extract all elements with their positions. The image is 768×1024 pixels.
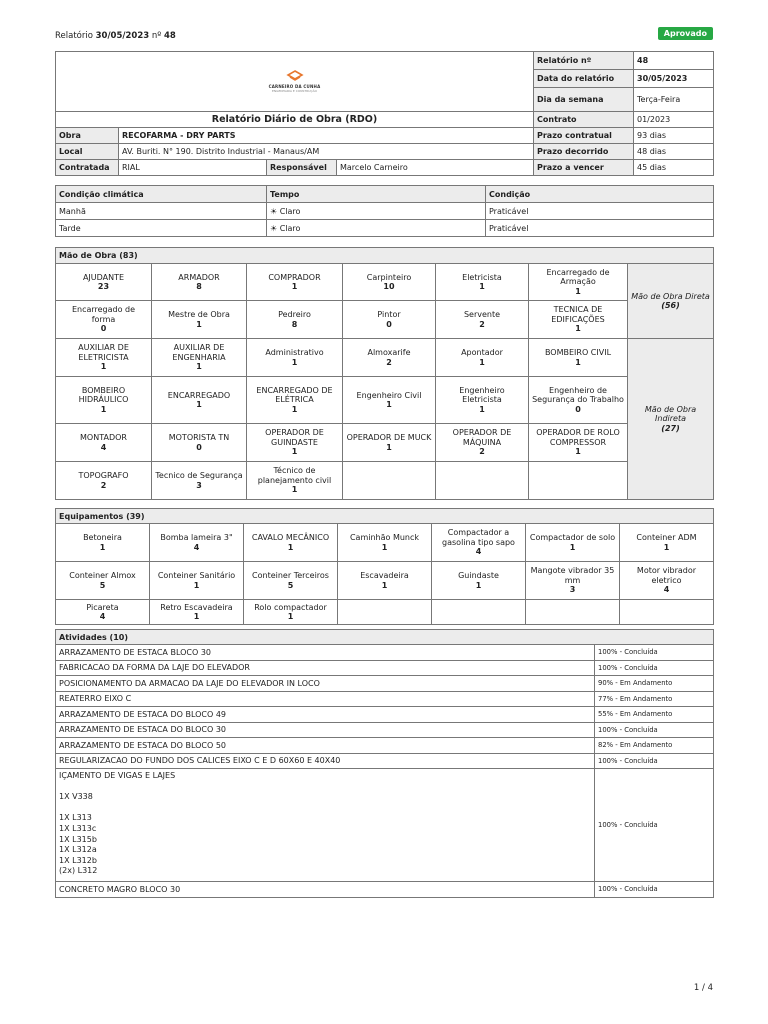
activity-row xyxy=(56,660,714,676)
labor-cell xyxy=(529,462,628,500)
equipment-name: Motor vibrador eletrico xyxy=(636,566,697,585)
labor-count: 23 xyxy=(97,282,110,291)
contract-value: 01/2023 xyxy=(634,112,714,128)
equipment-name: Retro Escavadeira xyxy=(160,602,233,612)
labor-cell xyxy=(436,462,529,500)
decorrido-label: Prazo decorrido xyxy=(534,144,634,160)
activity-line: 1X L313c xyxy=(59,823,97,833)
labor-count: 8 xyxy=(196,282,202,291)
equipment-cell xyxy=(56,600,150,625)
equipment-count: 1 xyxy=(569,542,576,552)
activity-name: FABRICACAO DA FORMA DA LAJE DO ELEVADOR xyxy=(56,660,595,676)
labor-role: ENCARREGADO xyxy=(167,390,231,400)
equipment-cell xyxy=(150,562,244,600)
labor-role: Almoxarife xyxy=(367,348,411,357)
labor-table xyxy=(55,247,714,500)
activity-status: 100% - Concluída xyxy=(595,645,714,661)
activity-line: 1X L315b xyxy=(59,834,97,844)
labor-role: OPERADOR DE ROLO COMPRESSOR xyxy=(536,428,620,447)
equipment-cell xyxy=(526,600,620,625)
labor-count: 0 xyxy=(196,442,202,452)
labor-role: COMPRADOR xyxy=(268,272,321,282)
labor-cell xyxy=(152,339,247,377)
weather-period: Tarde xyxy=(56,220,267,237)
labor-indirect-label: Mão de Obra Indireta xyxy=(644,404,697,424)
labor-role: Eletricista xyxy=(462,272,502,282)
equipment-count: 1 xyxy=(381,542,388,552)
activity-line xyxy=(59,782,591,793)
labor-role: Pedreiro xyxy=(278,310,311,319)
equipment-cell xyxy=(432,600,526,625)
activity-status: 100% - Concluída xyxy=(595,722,714,738)
labor-role: BOMBEIRO CIVIL xyxy=(544,348,612,357)
header-table xyxy=(55,51,714,176)
report-reference: Relatório 30/05/2023 nº 48 xyxy=(55,31,176,41)
equipment-cell xyxy=(526,562,620,600)
labor-role: MOTORISTA TN xyxy=(168,433,230,442)
labor-cell xyxy=(529,424,628,462)
labor-role: Engenheiro de Segurança do Trabalho xyxy=(532,385,624,405)
equipment-cell xyxy=(338,600,432,625)
prazo-label: Prazo contratual xyxy=(534,128,634,144)
labor-count: 1 xyxy=(386,442,392,452)
labor-count: 1 xyxy=(575,324,581,334)
labor-count: 1 xyxy=(386,400,392,409)
equipment-count: 1 xyxy=(287,542,294,552)
decorrido-value: 48 dias xyxy=(634,144,714,160)
activity-status: 100% - Concluída xyxy=(595,769,714,882)
activity-line: (2x) L312 xyxy=(59,866,98,876)
equipment-cell xyxy=(56,524,150,562)
equipment-cell xyxy=(620,562,714,600)
logo-mark-icon xyxy=(286,70,304,84)
labor-role: Administrativo xyxy=(265,348,324,357)
labor-count: 2 xyxy=(386,357,392,367)
activity-line: IÇAMENTO DE VIGAS E LAJES xyxy=(59,771,176,780)
activity-name: POSICIONAMENTO DA ARMACAO DA LAJE DO ELEVADOR IN LOCO xyxy=(56,676,595,692)
obra-value: RECOFARMA - DRY PARTS xyxy=(119,128,534,144)
labor-cell xyxy=(529,339,628,377)
weather-header-condition: Condição climática xyxy=(56,186,267,203)
equipment-name: Caminhão Munck xyxy=(349,533,420,542)
contract-label: Contrato xyxy=(534,112,634,128)
labor-cell xyxy=(529,377,628,424)
activity-line xyxy=(59,803,591,814)
labor-role: TECNICA DE EDIFICAÇÕES xyxy=(551,305,605,324)
activity-name: ARRAZAMENTO DE ESTACA DO BLOCO 30 xyxy=(56,722,595,738)
labor-count: 1 xyxy=(575,447,581,457)
labor-count: 2 xyxy=(479,319,485,329)
activity-name: ARRAZAMENTO DE ESTACA BLOCO 30 xyxy=(56,645,595,661)
labor-count: 1 xyxy=(291,447,298,457)
labor-cell xyxy=(343,462,436,500)
activity-name: REGULARIZACAO DO FUNDO DOS CALICES EIXO C E D 60X60 E 40X40 xyxy=(56,753,595,769)
labor-count: 1 xyxy=(479,404,485,414)
prazo-value: 93 dias xyxy=(634,128,714,144)
equipment-name: Conteiner Terceiros xyxy=(252,571,329,580)
equipment-cell xyxy=(244,524,338,562)
activity-name: REATERRO EIXO C xyxy=(56,691,595,707)
labor-cell xyxy=(247,377,343,424)
labor-cell xyxy=(152,424,247,462)
report-no-value: 48 xyxy=(634,52,714,70)
labor-role: ARMADOR xyxy=(178,272,220,282)
labor-count: 0 xyxy=(386,319,392,329)
labor-role: TOPOGRAFO xyxy=(78,471,129,480)
labor-count: 1 xyxy=(479,357,485,367)
local-label: Local xyxy=(56,144,119,160)
activities-title: Atividades (10) xyxy=(56,630,714,645)
labor-count: 1 xyxy=(196,319,202,329)
labor-role: Encarregado de Armação xyxy=(546,267,610,287)
labor-role: Carpinteiro xyxy=(366,272,412,282)
equipment-name: Conteiner Almox xyxy=(69,571,136,580)
activity-line: 1X L312b xyxy=(59,855,97,865)
labor-count: 10 xyxy=(383,282,395,291)
labor-role: Técnico de planejamento civil xyxy=(257,466,332,485)
labor-cell xyxy=(436,301,529,339)
labor-count: 1 xyxy=(196,400,202,409)
labor-count: 1 xyxy=(291,282,298,291)
labor-count: 3 xyxy=(196,480,202,490)
equipment-count: 1 xyxy=(663,542,670,552)
labor-cell xyxy=(56,424,152,462)
labor-indirect-summary xyxy=(628,339,714,500)
equipment-name: Mangote vibrador 35 mm xyxy=(530,566,615,585)
equipment-title: Equipamentos (39) xyxy=(56,509,714,524)
page-number: 1 / 4 xyxy=(693,983,713,993)
activity-status: 90% - Em Andamento xyxy=(595,676,714,692)
weather-period: Manhã xyxy=(56,203,267,220)
report-no-label: Relatório nº xyxy=(534,52,634,70)
labor-indirect-count: (27) xyxy=(661,423,680,433)
activity-name: CONCRETO MAGRO BLOCO 30 xyxy=(56,882,595,898)
equipment-count: 1 xyxy=(99,542,106,552)
labor-role: Tecnico de Segurança xyxy=(155,471,243,480)
labor-role: OPERADOR DE GUINDASTE xyxy=(265,428,324,447)
labor-cell xyxy=(56,377,152,424)
weather-condition: Praticável xyxy=(486,203,714,220)
activity-status: 77% - Em Andamento xyxy=(595,691,714,707)
vencer-label: Prazo a vencer xyxy=(534,160,634,176)
labor-role: AUXILIAR DE ENGENHARIA xyxy=(172,343,226,362)
logo-cell xyxy=(56,52,534,112)
labor-cell xyxy=(56,264,152,301)
equipment-name: Bomba lameira 3" xyxy=(160,533,233,542)
activity-row xyxy=(56,882,714,898)
labor-role: OPERADOR DE MUCK xyxy=(346,433,432,442)
equipment-count: 1 xyxy=(475,580,482,590)
labor-count: 2 xyxy=(479,447,485,457)
activity-status: 100% - Concluída xyxy=(595,753,714,769)
equipment-cell xyxy=(150,600,244,625)
labor-cell xyxy=(436,264,529,301)
activity-name: ARRAZAMENTO DE ESTACA DO BLOCO 50 xyxy=(56,738,595,754)
equipment-table xyxy=(55,508,714,625)
labor-direct-label: Mão de Obra Direta xyxy=(631,291,710,301)
weather-condition: Praticável xyxy=(486,220,714,237)
equipment-count: 1 xyxy=(193,612,200,621)
obra-label: Obra xyxy=(56,128,119,144)
labor-count: 1 xyxy=(196,362,202,372)
labor-count: 0 xyxy=(100,324,107,334)
labor-title: Mão de Obra (83) xyxy=(56,248,714,264)
equipment-count: 4 xyxy=(475,547,482,557)
labor-direct-summary xyxy=(628,264,714,339)
labor-count: 2 xyxy=(100,480,107,490)
labor-cell xyxy=(152,462,247,500)
labor-cell xyxy=(56,301,152,339)
activities-table xyxy=(55,629,714,898)
equipment-count: 1 xyxy=(287,612,294,621)
labor-role: Mestre de Obra xyxy=(168,310,230,319)
report-topbar xyxy=(55,31,713,43)
equipment-count: 1 xyxy=(193,580,200,590)
labor-cell xyxy=(152,301,247,339)
labor-cell xyxy=(56,462,152,500)
responsavel-label: Responsável xyxy=(267,160,337,176)
activity-status: 100% - Concluída xyxy=(595,660,714,676)
labor-count: 1 xyxy=(479,282,485,291)
report-date-value: 30/05/2023 xyxy=(634,70,714,88)
equipment-name: Rolo compactador xyxy=(254,602,327,612)
labor-cell xyxy=(247,339,343,377)
equipment-name: Conteiner ADM xyxy=(636,533,697,542)
contratada-label: Contratada xyxy=(56,160,119,176)
labor-cell xyxy=(343,377,436,424)
labor-role: Servente xyxy=(463,310,501,319)
weekday-value: Terça-Feira xyxy=(634,88,714,112)
equipment-name: Compactador a gasolina tipo sapo xyxy=(442,528,515,547)
labor-role: OPERADOR DE MÁQUINA xyxy=(452,428,512,447)
labor-role: MONTADOR xyxy=(80,433,127,442)
activity-row xyxy=(56,722,714,738)
equipment-cell xyxy=(620,600,714,625)
equipment-cell xyxy=(338,524,432,562)
local-value: AV. Buriti. N° 190. Distrito Industrial - Manaus/AM xyxy=(119,144,534,160)
labor-role: Encarregado de forma xyxy=(71,305,136,324)
weather-tempo: ☀ Claro xyxy=(267,203,486,220)
labor-role: AJUDANTE xyxy=(82,272,125,282)
labor-role: ENCARREGADO DE ELÉTRICA xyxy=(256,385,333,405)
report-date-label: Data do relatório xyxy=(534,70,634,88)
activity-row xyxy=(56,691,714,707)
labor-cell xyxy=(436,339,529,377)
activity-status: 82% - Em Andamento xyxy=(595,738,714,754)
equipment-name: Escavadeira xyxy=(360,571,409,580)
labor-cell xyxy=(343,301,436,339)
activity-name-multiline xyxy=(56,769,595,882)
contratada-value: RIAL xyxy=(119,160,267,176)
labor-cell xyxy=(247,301,343,339)
labor-cell xyxy=(247,264,343,301)
company-logo: CARNEIRO DA CUNHA ENGENHARIA E CONSTRUÇÃO xyxy=(269,70,321,93)
labor-cell xyxy=(343,339,436,377)
activity-row xyxy=(56,707,714,723)
equipment-name: CAVALO MECÂNICO xyxy=(251,533,330,542)
activity-row xyxy=(56,738,714,754)
weather-header-status: Condição xyxy=(486,186,714,203)
equipment-cell xyxy=(620,524,714,562)
labor-cell xyxy=(247,424,343,462)
labor-count: 4 xyxy=(100,442,107,452)
labor-count: 1 xyxy=(100,362,107,372)
labor-role: AUXILIAR DE ELETRICISTA xyxy=(78,343,129,362)
labor-cell xyxy=(343,424,436,462)
equipment-name: Compactador de solo xyxy=(529,533,616,542)
equipment-count: 3 xyxy=(569,585,576,595)
labor-cell xyxy=(529,264,628,301)
equipment-name: Betoneira xyxy=(83,533,122,542)
weekday-label: Dia da semana xyxy=(534,88,634,112)
labor-count: 1 xyxy=(291,485,298,495)
equipment-cell xyxy=(150,524,244,562)
equipment-count: 4 xyxy=(99,612,106,621)
equipment-cell xyxy=(338,562,432,600)
weather-tempo: ☀ Claro xyxy=(267,220,486,237)
weather-table xyxy=(55,185,714,237)
activity-line: 1X V338 xyxy=(59,792,93,802)
weather-header-tempo: Tempo xyxy=(267,186,486,203)
equipment-cell xyxy=(56,562,150,600)
labor-count: 1 xyxy=(575,357,581,367)
labor-count: 0 xyxy=(575,404,581,414)
labor-cell xyxy=(343,264,436,301)
equipment-count: 5 xyxy=(99,580,106,590)
labor-role: Pintor xyxy=(377,310,401,319)
vencer-value: 45 dias xyxy=(634,160,714,176)
status-badge: Aprovado xyxy=(658,27,713,40)
labor-cell xyxy=(56,339,152,377)
equipment-cell xyxy=(244,600,338,625)
labor-count: 1 xyxy=(291,404,298,414)
activity-name: ARRAZAMENTO DE ESTACA DO BLOCO 49 xyxy=(56,707,595,723)
labor-cell xyxy=(436,377,529,424)
equipment-count: 4 xyxy=(663,585,670,595)
responsavel-value: Marcelo Carneiro xyxy=(337,160,534,176)
labor-direct-count: (56) xyxy=(661,301,680,310)
labor-cell xyxy=(436,424,529,462)
labor-cell xyxy=(247,462,343,500)
activity-line: 1X L313 xyxy=(59,813,92,823)
activity-line: 1X L312a xyxy=(59,845,97,855)
labor-count: 8 xyxy=(291,319,298,329)
activity-row xyxy=(56,753,714,769)
equipment-name: Guindaste xyxy=(458,571,499,580)
equipment-cell xyxy=(432,524,526,562)
activity-row xyxy=(56,769,714,882)
activity-row xyxy=(56,676,714,692)
labor-count: 1 xyxy=(291,357,298,367)
labor-cell xyxy=(529,301,628,339)
activity-status: 100% - Concluída xyxy=(595,882,714,898)
equipment-cell xyxy=(526,524,620,562)
equipment-cell xyxy=(244,562,338,600)
activity-row xyxy=(56,645,714,661)
labor-cell xyxy=(152,264,247,301)
equipment-cell xyxy=(432,562,526,600)
equipment-count: 5 xyxy=(287,580,294,590)
equipment-count: 1 xyxy=(381,580,388,590)
labor-role: Engenheiro Eletricista xyxy=(459,385,505,405)
equipment-name: Conteiner Sanitário xyxy=(157,571,236,580)
labor-count: 1 xyxy=(575,286,581,296)
activity-status: 55% - Em Andamento xyxy=(595,707,714,723)
labor-cell xyxy=(152,377,247,424)
labor-count: 1 xyxy=(100,404,107,414)
equipment-count: 4 xyxy=(193,542,200,552)
labor-role: Engenheiro Civil xyxy=(356,390,422,400)
labor-role: Apontador xyxy=(461,348,503,357)
labor-role: BOMBEIRO HIDRÁULICO xyxy=(78,385,129,405)
page-title: Relatório Diário de Obra (RDO) xyxy=(56,112,534,128)
equipment-name: Picareta xyxy=(86,602,119,612)
